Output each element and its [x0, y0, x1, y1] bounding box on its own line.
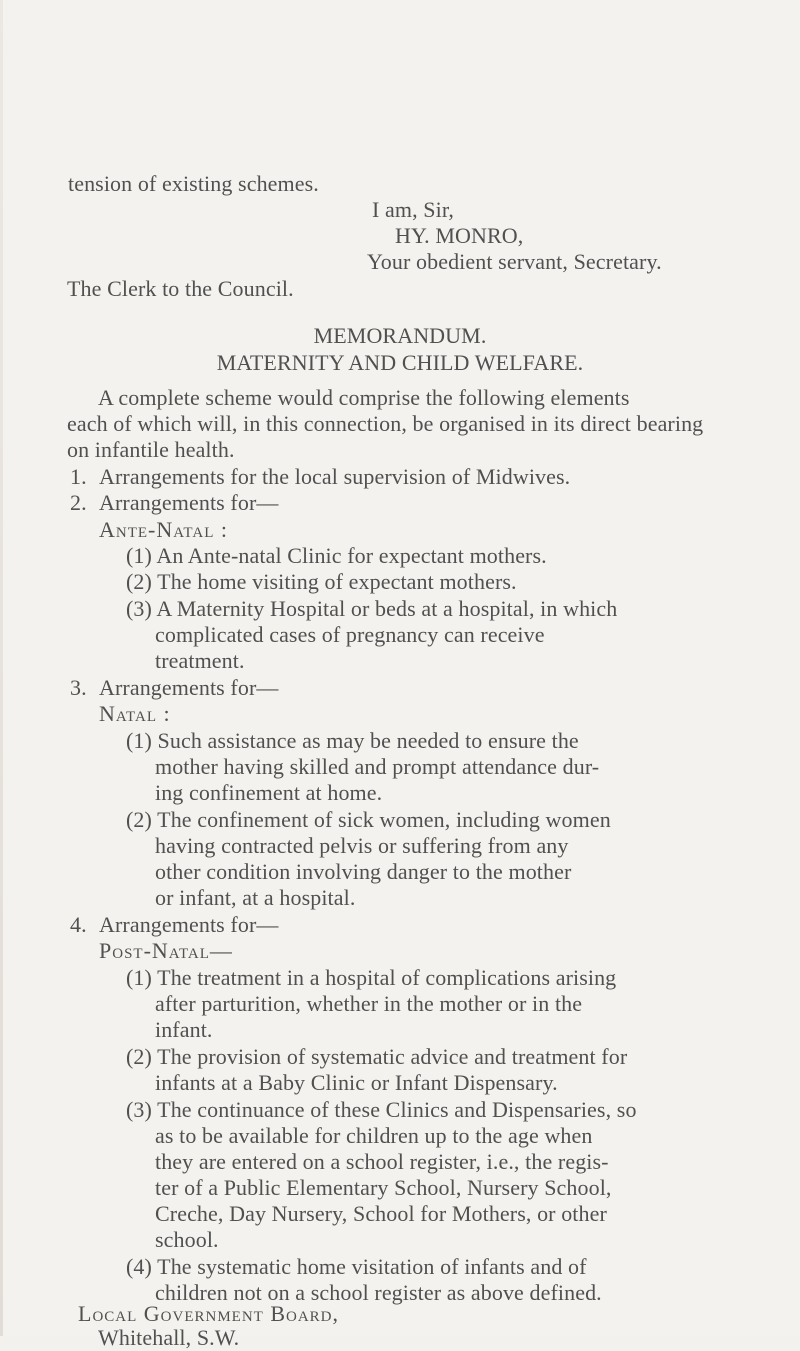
- post-natal-item-2-line-2: infants at a Baby Clinic or Infant Dispensary.: [155, 1070, 558, 1095]
- item-4-number: 4.: [70, 912, 87, 937]
- post-natal-item-3-line-3: they are entered on a school register, i.e., the regis-: [155, 1149, 609, 1174]
- natal-item-2-line-2: having contracted pelvis or suffering from any: [155, 833, 569, 858]
- post-natal-item-3-line-5: Creche, Day Nursery, School for Mothers, or other: [155, 1201, 607, 1226]
- post-natal-item-1-line-2: after parturition, whether in the mother or in the: [155, 991, 583, 1016]
- signature: HY. MONRO,: [395, 223, 524, 248]
- closing-line: I am, Sir,: [372, 197, 454, 222]
- post-natal-item-2-line-1: (2) The provision of systematic advice and treatment for: [126, 1044, 628, 1069]
- opening-line: tension of existing schemes.: [68, 171, 319, 196]
- natal-item-1-line-1: (1) Such assistance as may be needed to ensure the: [126, 728, 579, 753]
- page-edge-shadow: [0, 0, 3, 1336]
- footer-line-1: Local Government Board,: [78, 1301, 339, 1326]
- post-natal-item-3-line-1: (3) The continuance of these Clinics and Dispensaries, so: [126, 1097, 637, 1122]
- natal-item-1-line-3: ing confinement at home.: [155, 780, 383, 805]
- ante-natal-heading: Ante-Natal :: [99, 517, 228, 542]
- post-natal-item-1-line-3: infant.: [155, 1017, 213, 1042]
- post-natal-heading: Post-Natal—: [99, 938, 233, 963]
- item-1-number: 1.: [70, 464, 87, 489]
- memo-title: MEMORANDUM.: [313, 323, 487, 348]
- item-2-number: 2.: [70, 490, 87, 515]
- signature-role: Your obedient servant, Secretary.: [367, 249, 662, 274]
- recipient-line: The Clerk to the Council.: [67, 276, 294, 301]
- item-3-text: Arrangements for—: [99, 675, 279, 700]
- item-4-text: Arrangements for—: [99, 912, 279, 937]
- intro-line-2: each of which will, in this connection, be organised in its direct bearing: [67, 411, 704, 436]
- item-3-number: 3.: [70, 675, 87, 700]
- ante-natal-item-2: (2) The home visiting of expectant mothers.: [126, 569, 517, 594]
- natal-item-1-line-2: mother having skilled and prompt attendance dur-: [155, 754, 600, 779]
- intro-line-1: A complete scheme would comprise the following elements: [98, 385, 630, 410]
- natal-item-2-line-1: (2) The confinement of sick women, including women: [126, 807, 611, 832]
- post-natal-item-4-line-1: (4) The systematic home visitation of infants and of: [126, 1254, 587, 1279]
- item-2-text: Arrangements for—: [99, 490, 279, 515]
- post-natal-item-3-line-4: ter of a Public Elementary School, Nursery School,: [155, 1175, 612, 1200]
- natal-item-2-line-4: or infant, at a hospital.: [155, 885, 356, 910]
- footer-line-2: Whitehall, S.W.: [98, 1325, 240, 1350]
- post-natal-item-1-line-1: (1) The treatment in a hospital of complications arising: [126, 965, 617, 990]
- item-1-text: Arrangements for the local supervision of Midwives.: [99, 464, 571, 489]
- ante-natal-item-3-line-1: (3) A Maternity Hospital or beds at a hospital, in which: [126, 596, 618, 621]
- intro-line-3: on infantile health.: [67, 437, 235, 462]
- post-natal-item-4-line-2: children not on a school register as above defined.: [155, 1280, 602, 1305]
- post-natal-item-3-line-6: school.: [155, 1227, 219, 1252]
- post-natal-item-3-line-2: as to be available for children up to the age when: [155, 1123, 593, 1148]
- natal-heading: Natal :: [99, 701, 171, 726]
- natal-item-2-line-3: other condition involving danger to the mother: [155, 859, 572, 884]
- ante-natal-item-1: (1) An Ante-natal Clinic for expectant mothers.: [126, 543, 547, 568]
- ante-natal-item-3-line-2: complicated cases of pregnancy can receive: [155, 622, 545, 647]
- ante-natal-item-3-line-3: treatment.: [155, 648, 245, 673]
- memo-subject: MATERNITY AND CHILD WELFARE.: [216, 350, 584, 375]
